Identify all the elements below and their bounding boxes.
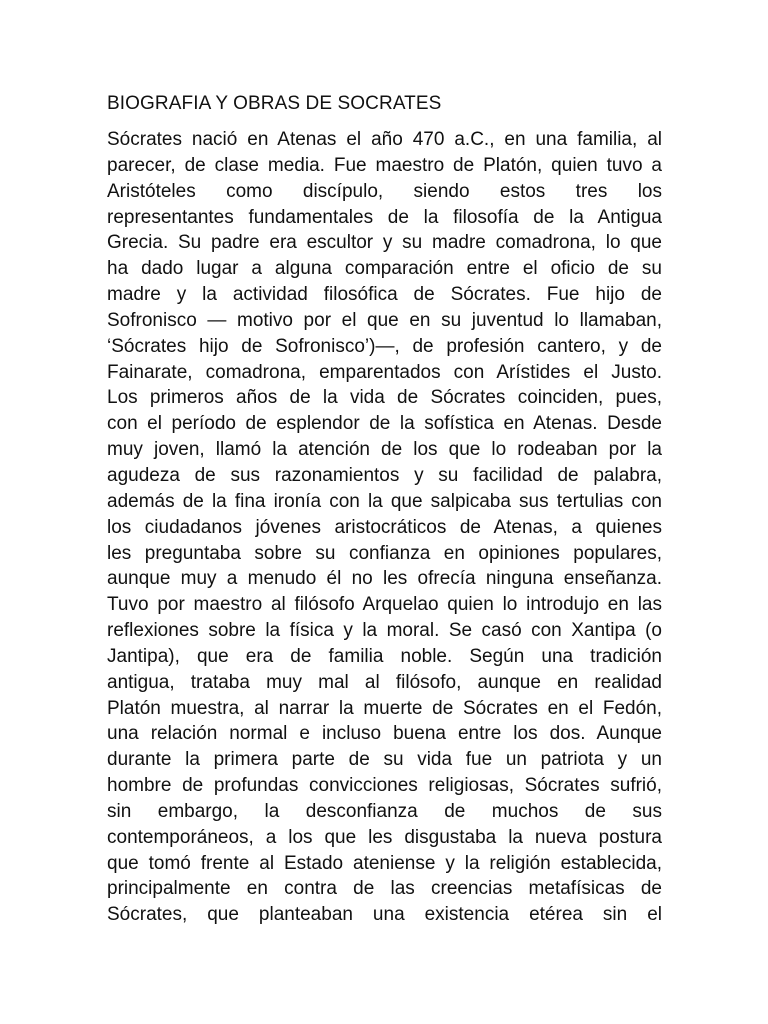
body-line: madre y la actividad filosófica de Sócrates. Fue hijo de bbox=[107, 284, 662, 306]
body-line: contemporáneos, a los que les disgustaba la nueva postura bbox=[107, 826, 662, 848]
body-line: Tuvo por maestro al filósofo Arquelao quien lo introdujo en las bbox=[107, 594, 662, 616]
body-line: durante la primera parte de su vida fue un patriota y un bbox=[107, 749, 662, 771]
body-line: muy joven, llamó la atención de los que lo rodeaban por la bbox=[107, 439, 662, 461]
document-body bbox=[107, 127, 662, 928]
body-line: Grecia. Su padre era escultor y su madre comadrona, lo que bbox=[107, 232, 662, 254]
body-line: hombre de profundas convicciones religiosas, Sócrates sufrió, bbox=[107, 775, 662, 797]
body-line: principalmente en contra de las creencias metafísicas de bbox=[107, 878, 662, 900]
body-line: Jantipa), que era de familia noble. Según una tradición bbox=[107, 645, 662, 667]
body-line: reflexiones sobre la física y la moral. Se casó con Xantipa (o bbox=[107, 620, 662, 642]
body-line: aunque muy a menudo él no les ofrecía ninguna enseñanza. bbox=[107, 568, 662, 590]
body-line: representantes fundamentales de la filosofía de la Antigua bbox=[107, 206, 662, 228]
body-line: les preguntaba sobre su confianza en opiniones populares, bbox=[107, 542, 662, 564]
body-line: ha dado lugar a alguna comparación entre el oficio de su bbox=[107, 258, 662, 280]
body-line: además de la fina ironía con la que salpicaba sus tertulias con bbox=[107, 490, 662, 512]
body-line: ‘Sócrates hijo de Sofronisco’)—, de profesión cantero, y de bbox=[107, 335, 662, 357]
body-line: agudeza de sus razonamientos y su facilidad de palabra, bbox=[107, 464, 662, 486]
body-line: Aristóteles como discípulo, siendo estos tres los bbox=[107, 180, 662, 202]
body-line: Sócrates nació en Atenas el año 470 a.C., en una familia, al bbox=[107, 129, 662, 150]
body-line: Sócrates, que planteaban una existencia etérea sin el bbox=[107, 904, 662, 926]
body-line: una relación normal e incluso buena entre los dos. Aunque bbox=[107, 723, 662, 745]
document-title: BIOGRAFIA Y OBRAS DE SOCRATES bbox=[107, 93, 442, 114]
body-line: antigua, trataba muy mal al filósofo, aunque en realidad bbox=[107, 671, 662, 693]
body-line: con el período de esplendor de la sofística en Atenas. Desde bbox=[107, 413, 662, 435]
body-line: Los primeros años de la vida de Sócrates coinciden, pues, bbox=[107, 387, 662, 409]
body-line: Fainarate, comadrona, emparentados con Arístides el Justo. bbox=[107, 361, 662, 383]
body-line: sin embargo, la desconfianza de muchos de sus bbox=[107, 800, 662, 822]
body-line: parecer, de clase media. Fue maestro de Platón, quien tuvo a bbox=[107, 154, 662, 176]
body-line: que tomó frente al Estado ateniense y la religión establecida, bbox=[107, 852, 662, 874]
body-line: los ciudadanos jóvenes aristocráticos de Atenas, a quienes bbox=[107, 516, 662, 538]
body-line: Platón muestra, al narrar la muerte de Sócrates en el Fedón, bbox=[107, 697, 662, 719]
body-line: Sofronisco — motivo por el que en su juventud lo llamaban, bbox=[107, 309, 662, 331]
